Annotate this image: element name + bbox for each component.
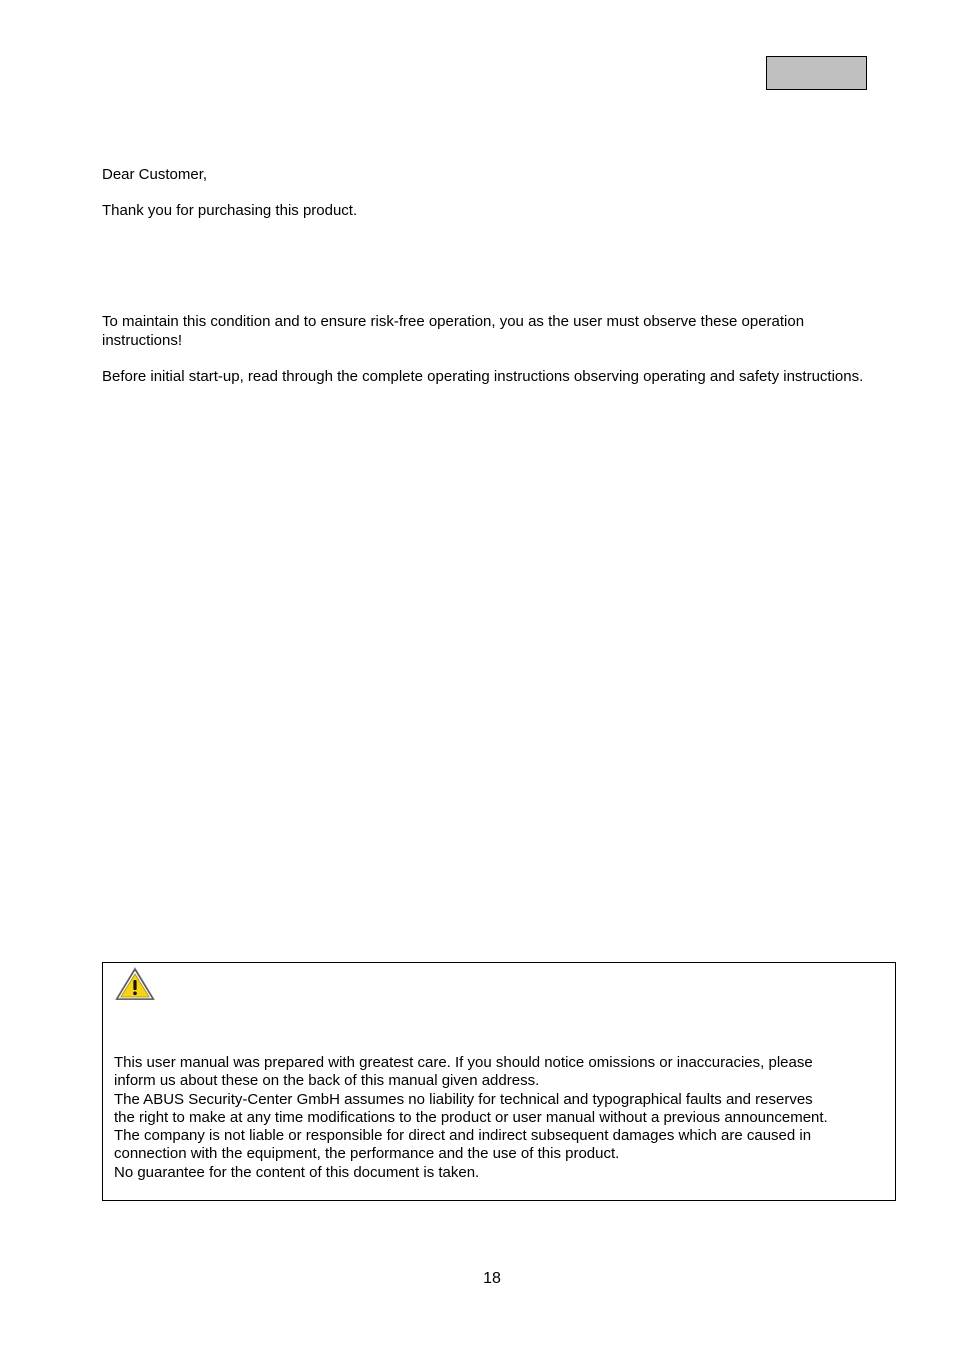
disclaimer-line: The ABUS Security-Center GmbH assumes no liability for technical and typographical faults and reserves — [114, 1090, 813, 1108]
disclaimer-line: the right to make at any time modifications to the product or user manual without a previous announcement. — [114, 1108, 828, 1126]
page-number: 18 — [483, 1270, 501, 1287]
maintain-instructions-text: To maintain this condition and to ensure risk-free operation, you as the user must observe these operation instructions! — [102, 313, 805, 349]
disclaimer-box — [102, 962, 896, 1201]
warning-triangle-icon — [113, 965, 157, 1003]
greeting-text: Dear Customer, — [102, 166, 208, 183]
disclaimer-text — [114, 1054, 890, 1182]
disclaimer-line: No guarantee for the content of this document is taken. — [114, 1163, 480, 1181]
disclaimer-line: connection with the equipment, the performance and the use of this product. — [114, 1145, 620, 1163]
before-startup-text: Before initial start-up, read through the complete operating instructions observing operating and safety instructions. — [102, 368, 864, 385]
language-tab — [766, 56, 867, 90]
disclaimer-line: The company is not liable or responsible for direct and indirect subsequent damages which are caused in — [114, 1127, 812, 1145]
disclaimer-line: inform us about these on the back of this manual given address. — [114, 1072, 540, 1090]
thanks-text: Thank you for purchasing this product. — [102, 202, 358, 219]
disclaimer-line: This user manual was prepared with greatest care. If you should notice omissions or inaccuracies, please — [114, 1054, 813, 1071]
